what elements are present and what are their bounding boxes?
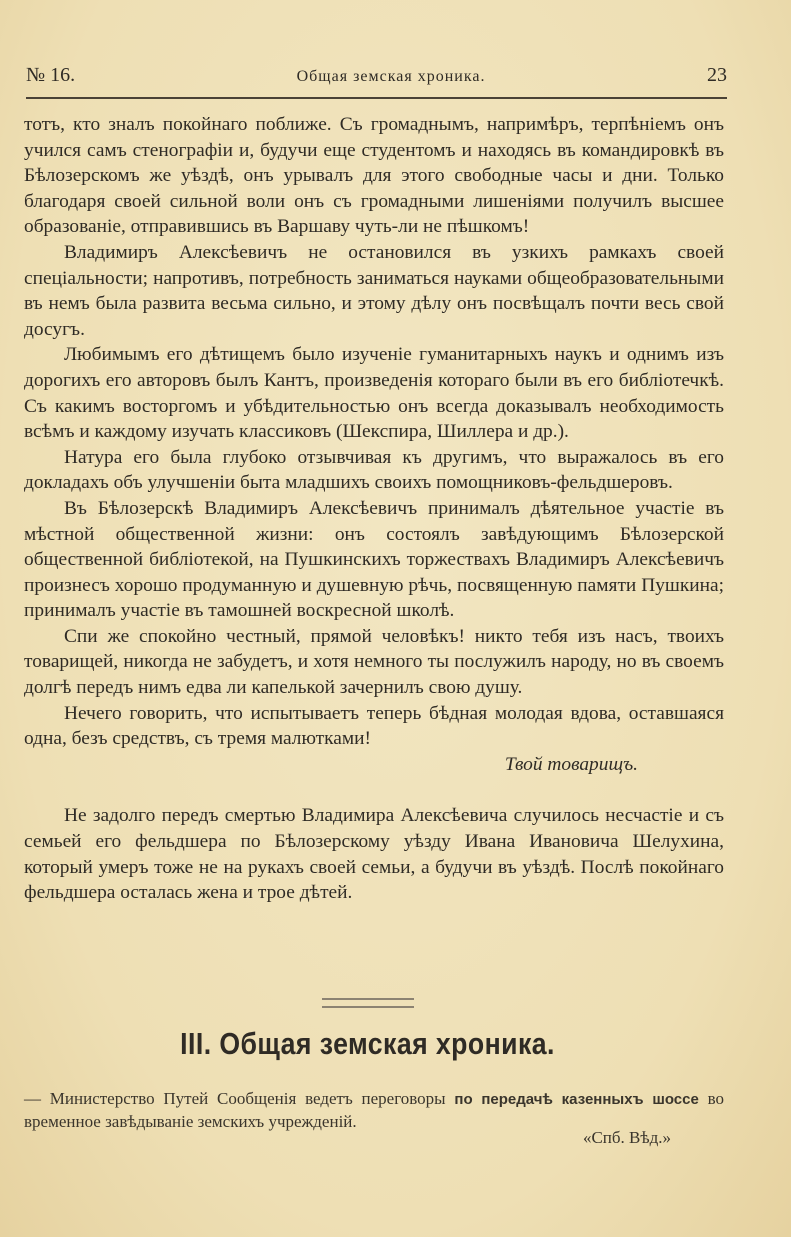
news-text: [24, 1088, 724, 1133]
page-number: 23: [707, 64, 727, 86]
article-body: [24, 112, 724, 906]
news-bold-b: шоссе: [652, 1091, 699, 1108]
news-source: «Спб. Вѣд.»: [582, 1128, 671, 1147]
news-text-b: во временное завѣдываніе земскихъ учрежденій.: [24, 1089, 725, 1131]
paragraph: Нечего говорить, что испытываетъ теперь бѣдная молодая вдова, оставшаяся одна, безъ средствъ, съ тремя малютками!: [24, 702, 724, 750]
paragraph: Натура его была глубоко отзывчивая къ другимъ, что выражалось въ его докладахъ объ улучшеніи быта младшихъ своихъ помощниковъ-фельдшеровъ.: [24, 446, 724, 494]
paragraph: Любимымъ его дѣтищемъ было изученіе гуманитарныхъ наукъ и однимъ изъ дорогихъ его авторовъ былъ Кантъ, произведенія котораго были въ его библіотечкѣ. Съ какимъ восторгомъ и убѣдительностью онъ всегда доказывалъ необходимость всѣмъ и каждому изучать классиковъ (Шекспира, Шиллера и др.).: [24, 344, 724, 443]
spacer: [24, 777, 724, 803]
news-bold-a: по передачѣ казенныхъ: [454, 1091, 644, 1108]
paragraph: Въ Бѣлозерскѣ Владимиръ Алексѣевичъ принималъ дѣятельное участіе въ мѣстной общественной жизни: онъ состоялъ завѣдующимъ Бѣлозерской общественной библіотекой, на Пушкинскихъ торжествахъ Владимиръ Алексѣевичъ произнесъ хорошо продуманную и душевную рѣчь, посвященную памяти Пушкина; принималъ участіе въ тамошней воскресной школѣ.: [24, 497, 724, 622]
news-item: [24, 1088, 724, 1133]
paragraph: Владимиръ Алексѣевичъ не остановился въ узкихъ рамкахъ своей спеціальности; напротивъ, потребность заниматься науками общеобразовательными въ немъ была развита весьма сильно, и этому дѣлу онъ посвѣщалъ почти весь свой досугъ.: [24, 241, 724, 340]
running-title: Общая земская хроника.: [296, 68, 486, 85]
signature: Твой товарищъ.: [504, 753, 638, 775]
header-rule: [26, 97, 727, 99]
paragraph: Спи же спокойно честный, прямой человѣкъ! никто тебя изъ насъ, твоихъ товарищей, никогда не забудетъ, и хотя немного ты послужилъ народу, но въ своемъ долгѣ передъ нимъ едва ли капелькой зачернилъ свою душу.: [24, 625, 724, 699]
running-header: [26, 64, 727, 87]
paragraph: Не задолго передъ смертью Владимира Алексѣевича случилось несчастіе и съ семьей его фельдшера по Бѣлозерскому уѣзду Ивана Ивановича Шелухина, который умеръ тоже не на рукахъ своей семьи, а будучи въ уѣздѣ. Послѣ покойнаго фельдшера осталась жена и трое дѣтей.: [24, 805, 724, 904]
section-heading: III. Общая земская хроника.: [180, 1026, 555, 1061]
section-divider: [322, 998, 414, 1008]
paragraph: тотъ, кто зналъ покойнаго поближе. Съ громаднымъ, напримѣръ, терпѣніемъ онъ учился самъ стенографіи и, будучи еще студентомъ и находясь въ командировкѣ въ Бѣлозерскомъ же уѣздѣ, онъ урывалъ для этого свободные часы и дни. Только благодаря своей сильной воли онъ съ громадными лишеніями получилъ высшее образованіе, отправившись въ Варшаву чуть-ли не пѣшкомъ!: [24, 114, 724, 238]
news-text-a: — Министерство Путей Сообщенія ведетъ переговоры: [24, 1089, 455, 1108]
issue-number: № 16.: [26, 64, 76, 86]
